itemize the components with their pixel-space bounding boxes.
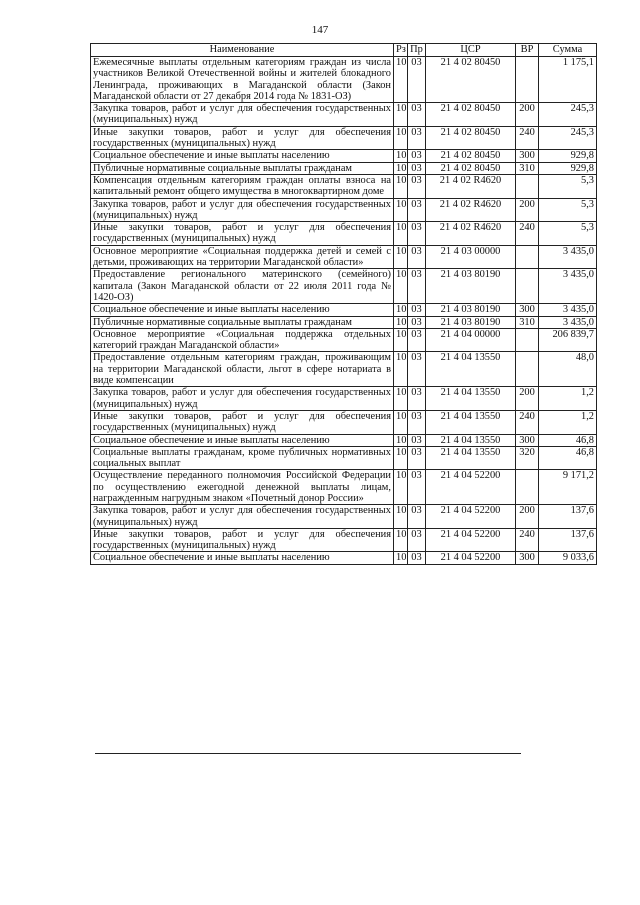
cell-name: Иные закупки товаров, работ и услуг для обеспечения государственных (муниципальных) нужд — [91, 410, 394, 434]
cell-vr: 240 — [516, 222, 539, 246]
cell-pr: 03 — [408, 245, 426, 269]
cell-csr: 21 4 04 00000 — [426, 328, 516, 352]
cell-name: Иные закупки товаров, работ и услуг для обеспечения государственных (муниципальных) нужд — [91, 126, 394, 150]
cell-csr: 21 4 04 13550 — [426, 410, 516, 434]
cell-name: Иные закупки товаров, работ и услуг для обеспечения государственных (муниципальных) нужд — [91, 222, 394, 246]
cell-csr: 21 4 03 80190 — [426, 316, 516, 328]
cell-pr: 03 — [408, 150, 426, 162]
cell-rz: 10 — [394, 174, 408, 198]
cell-csr: 21 4 02 R4620 — [426, 198, 516, 222]
cell-sum: 3 435,0 — [539, 316, 597, 328]
table-row — [91, 316, 597, 328]
cell-pr: 03 — [408, 434, 426, 446]
cell-rz: 10 — [394, 162, 408, 174]
cell-pr: 03 — [408, 103, 426, 127]
cell-csr: 21 4 03 80190 — [426, 304, 516, 316]
cell-sum: 3 435,0 — [539, 245, 597, 269]
cell-vr: 300 — [516, 552, 539, 564]
cell-csr: 21 4 02 R4620 — [426, 174, 516, 198]
cell-csr: 21 4 04 52200 — [426, 505, 516, 529]
table-row — [91, 410, 597, 434]
table-row — [91, 150, 597, 162]
page-number: 147 — [311, 24, 329, 36]
cell-rz: 10 — [394, 126, 408, 150]
cell-sum: 1,2 — [539, 410, 597, 434]
cell-sum: 5,3 — [539, 198, 597, 222]
cell-pr: 03 — [408, 174, 426, 198]
cell-rz: 10 — [394, 470, 408, 505]
table-row — [91, 57, 597, 103]
cell-name: Закупка товаров, работ и услуг для обеспечения государственных (муниципальных) нужд — [91, 505, 394, 529]
cell-vr: 300 — [516, 434, 539, 446]
cell-rz: 10 — [394, 222, 408, 246]
cell-pr: 03 — [408, 410, 426, 434]
cell-name: Предоставление отдельным категориям граждан, проживающим на территории Магаданской области, льгот в сфере нотариата в виде компенсации — [91, 352, 394, 387]
table-row — [91, 528, 597, 552]
cell-pr: 03 — [408, 126, 426, 150]
table-row — [91, 162, 597, 174]
table-row — [91, 103, 597, 127]
cell-rz: 10 — [394, 198, 408, 222]
cell-sum: 9 033,6 — [539, 552, 597, 564]
table-row — [91, 505, 597, 529]
cell-sum: 3 435,0 — [539, 304, 597, 316]
cell-name: Осуществление переданного полномочия Российской Федерации по осуществлению ежегодной денежной выплаты лицам, награжденным нагрудным знаком «Почетный донор России» — [91, 470, 394, 505]
cell-name: Основное мероприятие «Социальная поддержка детей и семей с детьми, проживающих на территории Магаданской области» — [91, 245, 394, 269]
cell-pr: 03 — [408, 222, 426, 246]
cell-vr: 300 — [516, 150, 539, 162]
cell-name: Иные закупки товаров, работ и услуг для обеспечения государственных (муниципальных) нужд — [91, 528, 394, 552]
cell-csr: 21 4 02 R4620 — [426, 222, 516, 246]
cell-vr — [516, 269, 539, 304]
cell-vr — [516, 328, 539, 352]
header-sum: Сумма — [539, 44, 597, 57]
cell-rz: 10 — [394, 410, 408, 434]
cell-sum: 137,6 — [539, 528, 597, 552]
cell-rz: 10 — [394, 352, 408, 387]
header-name: Наименование — [91, 44, 394, 57]
table-row — [91, 470, 597, 505]
cell-csr: 21 4 02 80450 — [426, 162, 516, 174]
cell-csr: 21 4 04 52200 — [426, 528, 516, 552]
cell-vr — [516, 470, 539, 505]
header-vr: ВР — [516, 44, 539, 57]
header-rz: Рз — [394, 44, 408, 57]
cell-name: Социальное обеспечение и иные выплаты населению — [91, 304, 394, 316]
cell-sum: 245,3 — [539, 126, 597, 150]
cell-rz: 10 — [394, 505, 408, 529]
footnote-divider — [95, 753, 521, 754]
cell-sum: 46,8 — [539, 446, 597, 470]
cell-name: Социальное обеспечение и иные выплаты населению — [91, 434, 394, 446]
cell-pr: 03 — [408, 57, 426, 103]
cell-name: Социальное обеспечение и иные выплаты населению — [91, 552, 394, 564]
cell-vr: 300 — [516, 304, 539, 316]
table-header-row — [91, 44, 597, 57]
cell-name: Основное мероприятие «Социальная поддержка отдельных категорий граждан Магаданской области» — [91, 328, 394, 352]
cell-vr: 200 — [516, 198, 539, 222]
cell-pr: 03 — [408, 505, 426, 529]
cell-csr: 21 4 04 13550 — [426, 387, 516, 411]
cell-csr: 21 4 04 13550 — [426, 434, 516, 446]
cell-vr: 200 — [516, 103, 539, 127]
table-row — [91, 245, 597, 269]
table-row — [91, 352, 597, 387]
cell-sum: 206 839,7 — [539, 328, 597, 352]
cell-vr: 240 — [516, 126, 539, 150]
table-row — [91, 387, 597, 411]
cell-vr: 240 — [516, 410, 539, 434]
table-row — [91, 126, 597, 150]
cell-csr: 21 4 04 13550 — [426, 446, 516, 470]
budget-table — [90, 43, 597, 565]
cell-sum: 1 175,1 — [539, 57, 597, 103]
table-row — [91, 198, 597, 222]
cell-vr: 200 — [516, 387, 539, 411]
cell-pr: 03 — [408, 552, 426, 564]
cell-pr: 03 — [408, 316, 426, 328]
cell-name: Компенсация отдельным категориям граждан оплаты взноса на капитальный ремонт общего имущества в многоквартирном доме — [91, 174, 394, 198]
cell-sum: 48,0 — [539, 352, 597, 387]
cell-name: Закупка товаров, работ и услуг для обеспечения государственных (муниципальных) нужд — [91, 387, 394, 411]
cell-rz: 10 — [394, 328, 408, 352]
cell-rz: 10 — [394, 57, 408, 103]
cell-sum: 1,2 — [539, 387, 597, 411]
cell-name: Закупка товаров, работ и услуг для обеспечения государственных (муниципальных) нужд — [91, 103, 394, 127]
header-pr: Пр — [408, 44, 426, 57]
cell-csr: 21 4 03 80190 — [426, 269, 516, 304]
cell-rz: 10 — [394, 150, 408, 162]
cell-pr: 03 — [408, 198, 426, 222]
cell-sum: 929,8 — [539, 162, 597, 174]
table-row — [91, 552, 597, 564]
cell-rz: 10 — [394, 304, 408, 316]
cell-rz: 10 — [394, 434, 408, 446]
cell-csr: 21 4 02 80450 — [426, 126, 516, 150]
cell-pr: 03 — [408, 269, 426, 304]
cell-rz: 10 — [394, 103, 408, 127]
cell-sum: 5,3 — [539, 222, 597, 246]
cell-name: Социальные выплаты гражданам, кроме публичных нормативных социальных выплат — [91, 446, 394, 470]
cell-csr: 21 4 02 80450 — [426, 103, 516, 127]
cell-rz: 10 — [394, 316, 408, 328]
cell-vr — [516, 174, 539, 198]
cell-name: Публичные нормативные социальные выплаты гражданам — [91, 316, 394, 328]
cell-rz: 10 — [394, 446, 408, 470]
cell-sum: 929,8 — [539, 150, 597, 162]
cell-pr: 03 — [408, 328, 426, 352]
cell-vr: 310 — [516, 162, 539, 174]
cell-pr: 03 — [408, 470, 426, 505]
cell-pr: 03 — [408, 162, 426, 174]
cell-pr: 03 — [408, 352, 426, 387]
cell-vr: 310 — [516, 316, 539, 328]
table-row — [91, 304, 597, 316]
header-csr: ЦСР — [426, 44, 516, 57]
cell-sum: 5,3 — [539, 174, 597, 198]
cell-name: Социальное обеспечение и иные выплаты населению — [91, 150, 394, 162]
cell-vr: 320 — [516, 446, 539, 470]
table-row — [91, 222, 597, 246]
cell-csr: 21 4 02 80450 — [426, 150, 516, 162]
cell-name: Закупка товаров, работ и услуг для обеспечения государственных (муниципальных) нужд — [91, 198, 394, 222]
cell-csr: 21 4 04 52200 — [426, 470, 516, 505]
table-body — [91, 57, 597, 565]
cell-sum: 137,6 — [539, 505, 597, 529]
cell-vr — [516, 245, 539, 269]
cell-sum: 9 171,2 — [539, 470, 597, 505]
cell-vr — [516, 352, 539, 387]
cell-rz: 10 — [394, 552, 408, 564]
cell-pr: 03 — [408, 528, 426, 552]
cell-rz: 10 — [394, 528, 408, 552]
table-row — [91, 446, 597, 470]
table-row — [91, 434, 597, 446]
cell-vr: 240 — [516, 528, 539, 552]
cell-sum: 46,8 — [539, 434, 597, 446]
cell-pr: 03 — [408, 387, 426, 411]
cell-csr: 21 4 03 00000 — [426, 245, 516, 269]
table-row — [91, 269, 597, 304]
cell-csr: 21 4 02 80450 — [426, 57, 516, 103]
cell-pr: 03 — [408, 304, 426, 316]
cell-name: Предоставление регионального материнского (семейного) капитала (Закон Магаданской области от 22 июля 2011 года № 1420-ОЗ) — [91, 269, 394, 304]
cell-rz: 10 — [394, 245, 408, 269]
table-row — [91, 174, 597, 198]
cell-csr: 21 4 04 52200 — [426, 552, 516, 564]
cell-vr: 200 — [516, 505, 539, 529]
table-row — [91, 328, 597, 352]
cell-vr — [516, 57, 539, 103]
cell-csr: 21 4 04 13550 — [426, 352, 516, 387]
cell-sum: 245,3 — [539, 103, 597, 127]
cell-rz: 10 — [394, 269, 408, 304]
cell-name: Ежемесячные выплаты отдельным категориям граждан из числа участников Великой Отечественной войны и жителей блокадного Ленинграда, проживающих в Магаданской области (Закон Магаданской области от 27 декабря 2014 года № 1831-ОЗ) — [91, 57, 394, 103]
cell-rz: 10 — [394, 387, 408, 411]
cell-sum: 3 435,0 — [539, 269, 597, 304]
cell-pr: 03 — [408, 446, 426, 470]
cell-name: Публичные нормативные социальные выплаты гражданам — [91, 162, 394, 174]
